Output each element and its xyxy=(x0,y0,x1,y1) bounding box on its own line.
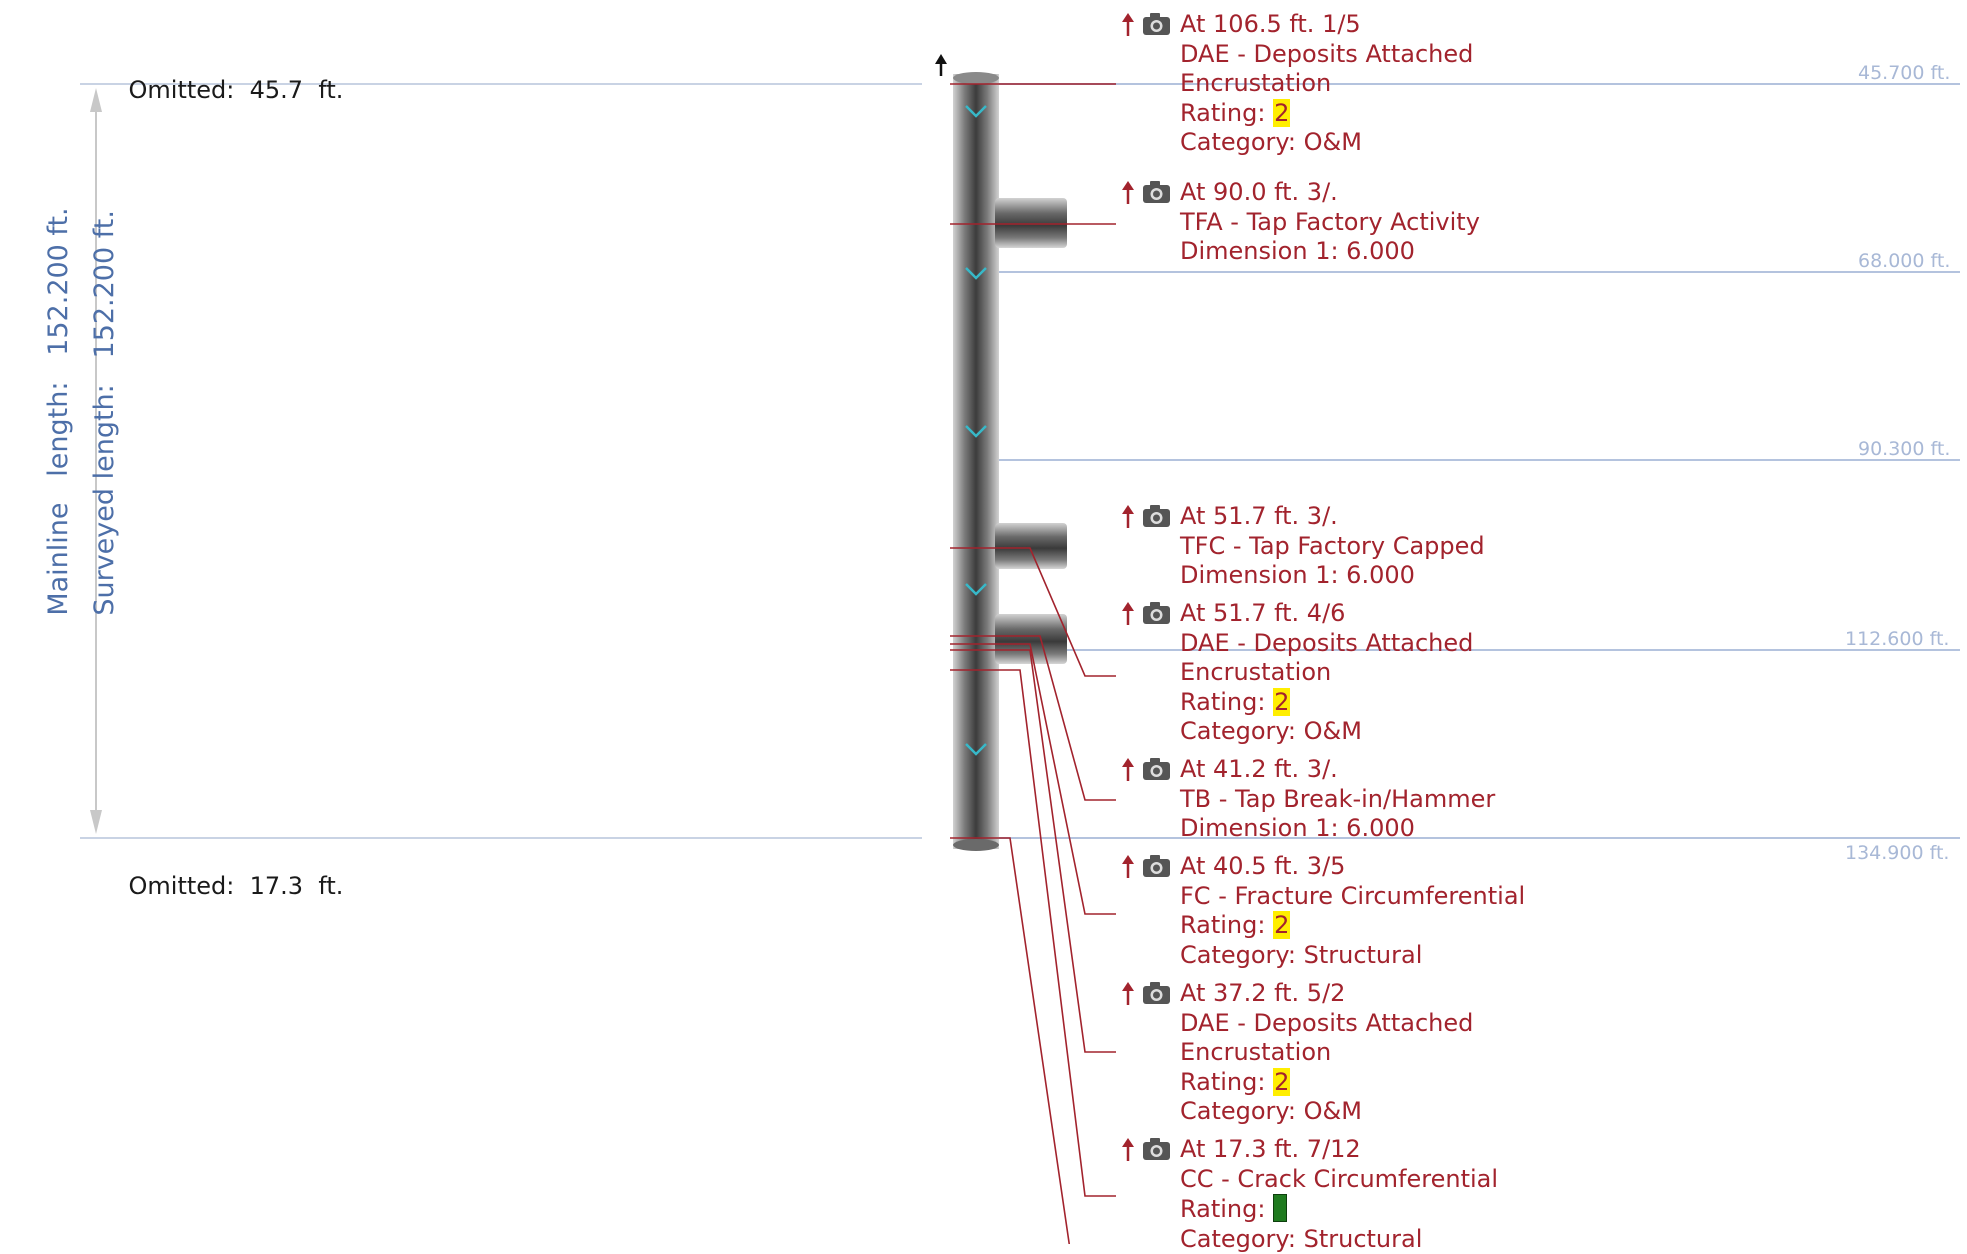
omitted-top-label xyxy=(98,48,343,132)
omitted-bottom-unit: ft. xyxy=(318,872,343,900)
observation-code: DAE - Deposits Attached xyxy=(1180,40,1473,70)
observation-entry[interactable] xyxy=(1180,599,1473,747)
observation-dimension: Dimension 1: 6.000 xyxy=(1180,561,1485,591)
observation-rating xyxy=(1180,1068,1473,1098)
rating-value xyxy=(1273,1194,1287,1222)
camera-icon[interactable] xyxy=(1142,12,1172,36)
observation-entry[interactable] xyxy=(1180,10,1473,158)
mainline-length-value: 152.200 ft. xyxy=(43,207,74,355)
omitted-bottom-value: 17.3 xyxy=(250,872,303,900)
rating-label: Rating: xyxy=(1180,1195,1265,1223)
observation-location: At 17.3 ft. 7/12 xyxy=(1180,1135,1498,1165)
camera-icon[interactable] xyxy=(1142,1137,1172,1161)
observation-code: TFC - Tap Factory Capped xyxy=(1180,532,1485,562)
observation-icons[interactable] xyxy=(1118,502,1176,530)
observation-code: FC - Fracture Circumferential xyxy=(1180,882,1525,912)
rating-value: 2 xyxy=(1273,911,1290,939)
rating-label: Rating: xyxy=(1180,99,1265,127)
observation-icons[interactable] xyxy=(1118,178,1176,206)
tap-lateral xyxy=(995,523,1067,569)
observation-location: At 51.7 ft. 4/6 xyxy=(1180,599,1473,629)
observation-detail: Encrustation xyxy=(1180,1038,1473,1068)
observation-location: At 41.2 ft. 3/. xyxy=(1180,755,1495,785)
camera-icon[interactable] xyxy=(1142,504,1172,528)
observation-entry[interactable] xyxy=(1180,979,1473,1127)
observation-rating xyxy=(1180,688,1473,718)
depth-mark-label: 134.900 ft. xyxy=(1845,842,1949,864)
observation-location: At 106.5 ft. 1/5 xyxy=(1180,10,1473,40)
depth-mark-label: 68.000 ft. xyxy=(1858,250,1950,272)
observation-dimension: Dimension 1: 6.000 xyxy=(1180,814,1495,844)
observation-entry[interactable] xyxy=(1180,1135,1498,1254)
rating-value: 2 xyxy=(1273,688,1290,716)
arrow-up-icon[interactable] xyxy=(1118,1135,1138,1163)
observation-icons[interactable] xyxy=(1118,979,1176,1007)
arrow-up-icon[interactable] xyxy=(1118,979,1138,1007)
mainline-label: Mainline xyxy=(43,502,74,615)
omitted-top-unit: ft. xyxy=(318,76,343,104)
surveyed-label: Surveyed length: xyxy=(89,384,120,615)
upstream-arrow-icon xyxy=(935,54,947,76)
observation-detail: Encrustation xyxy=(1180,658,1473,688)
observation-icons[interactable] xyxy=(1118,1135,1176,1163)
surveyed-length-value: 152.200 ft. xyxy=(89,210,120,358)
observation-location: At 51.7 ft. 3/. xyxy=(1180,502,1485,532)
observation-code: TFA - Tap Factory Activity xyxy=(1180,208,1480,238)
arrow-up-icon[interactable] xyxy=(1118,178,1138,206)
observation-category: Category: Structural xyxy=(1180,941,1525,971)
omitted-top-value: 45.7 xyxy=(250,76,303,104)
observation-entry[interactable] xyxy=(1180,852,1525,970)
observation-location: At 37.2 ft. 5/2 xyxy=(1180,979,1473,1009)
rating-label: Rating: xyxy=(1180,911,1265,939)
observation-entry[interactable] xyxy=(1180,755,1495,844)
observation-rating xyxy=(1180,99,1473,129)
observation-code: TB - Tap Break-in/Hammer xyxy=(1180,785,1495,815)
pipe-top-cap xyxy=(953,72,999,84)
observation-location: At 40.5 ft. 3/5 xyxy=(1180,852,1525,882)
arrow-up-icon[interactable] xyxy=(1118,755,1138,783)
camera-icon[interactable] xyxy=(1142,854,1172,878)
arrow-up-icon[interactable] xyxy=(1118,502,1138,530)
observation-code: DAE - Deposits Attached xyxy=(1180,629,1473,659)
observation-icons[interactable] xyxy=(1118,10,1176,38)
camera-icon[interactable] xyxy=(1142,757,1172,781)
pipe-bottom-cap xyxy=(953,839,999,851)
observation-category: Category: O&M xyxy=(1180,1097,1473,1127)
observation-entry[interactable] xyxy=(1180,178,1480,267)
observation-icons[interactable] xyxy=(1118,599,1176,627)
observation-category: Category: Structural xyxy=(1180,1225,1498,1254)
camera-icon[interactable] xyxy=(1142,180,1172,204)
arrow-up-icon[interactable] xyxy=(1118,852,1138,880)
rating-value: 2 xyxy=(1273,1068,1290,1096)
omitted-top-label-text: Omitted: xyxy=(129,76,235,104)
arrow-up-icon[interactable] xyxy=(1118,10,1138,38)
mainline-length-word: length: xyxy=(43,382,74,477)
camera-icon[interactable] xyxy=(1142,981,1172,1005)
omitted-bottom-label-text: Omitted: xyxy=(129,872,235,900)
observation-category: Category: O&M xyxy=(1180,717,1473,747)
observation-detail: Encrustation xyxy=(1180,69,1473,99)
observation-category: Category: O&M xyxy=(1180,128,1473,158)
rating-value: 2 xyxy=(1273,99,1290,127)
arrow-up-icon[interactable] xyxy=(1118,599,1138,627)
observation-icons[interactable] xyxy=(1118,852,1176,880)
pipe-body xyxy=(953,74,999,849)
camera-icon[interactable] xyxy=(1142,601,1172,625)
observation-rating xyxy=(1180,911,1525,941)
observation-location: At 90.0 ft. 3/. xyxy=(1180,178,1480,208)
depth-mark-label: 45.700 ft. xyxy=(1858,62,1950,84)
rating-label: Rating: xyxy=(1180,1068,1265,1096)
observation-entry[interactable] xyxy=(1180,502,1485,591)
observation-rating xyxy=(1180,1194,1498,1225)
observation-code: DAE - Deposits Attached xyxy=(1180,1009,1473,1039)
omitted-bottom-label xyxy=(98,844,343,928)
tap-lateral xyxy=(995,198,1067,248)
depth-mark-label: 112.600 ft. xyxy=(1845,628,1949,650)
rating-label: Rating: xyxy=(1180,688,1265,716)
depth-mark-label: 90.300 ft. xyxy=(1858,438,1950,460)
observation-icons[interactable] xyxy=(1118,755,1176,783)
surveyed-length-label xyxy=(58,210,151,650)
observation-dimension: Dimension 1: 6.000 xyxy=(1180,237,1480,267)
observation-code: CC - Crack Circumferential xyxy=(1180,1165,1498,1195)
